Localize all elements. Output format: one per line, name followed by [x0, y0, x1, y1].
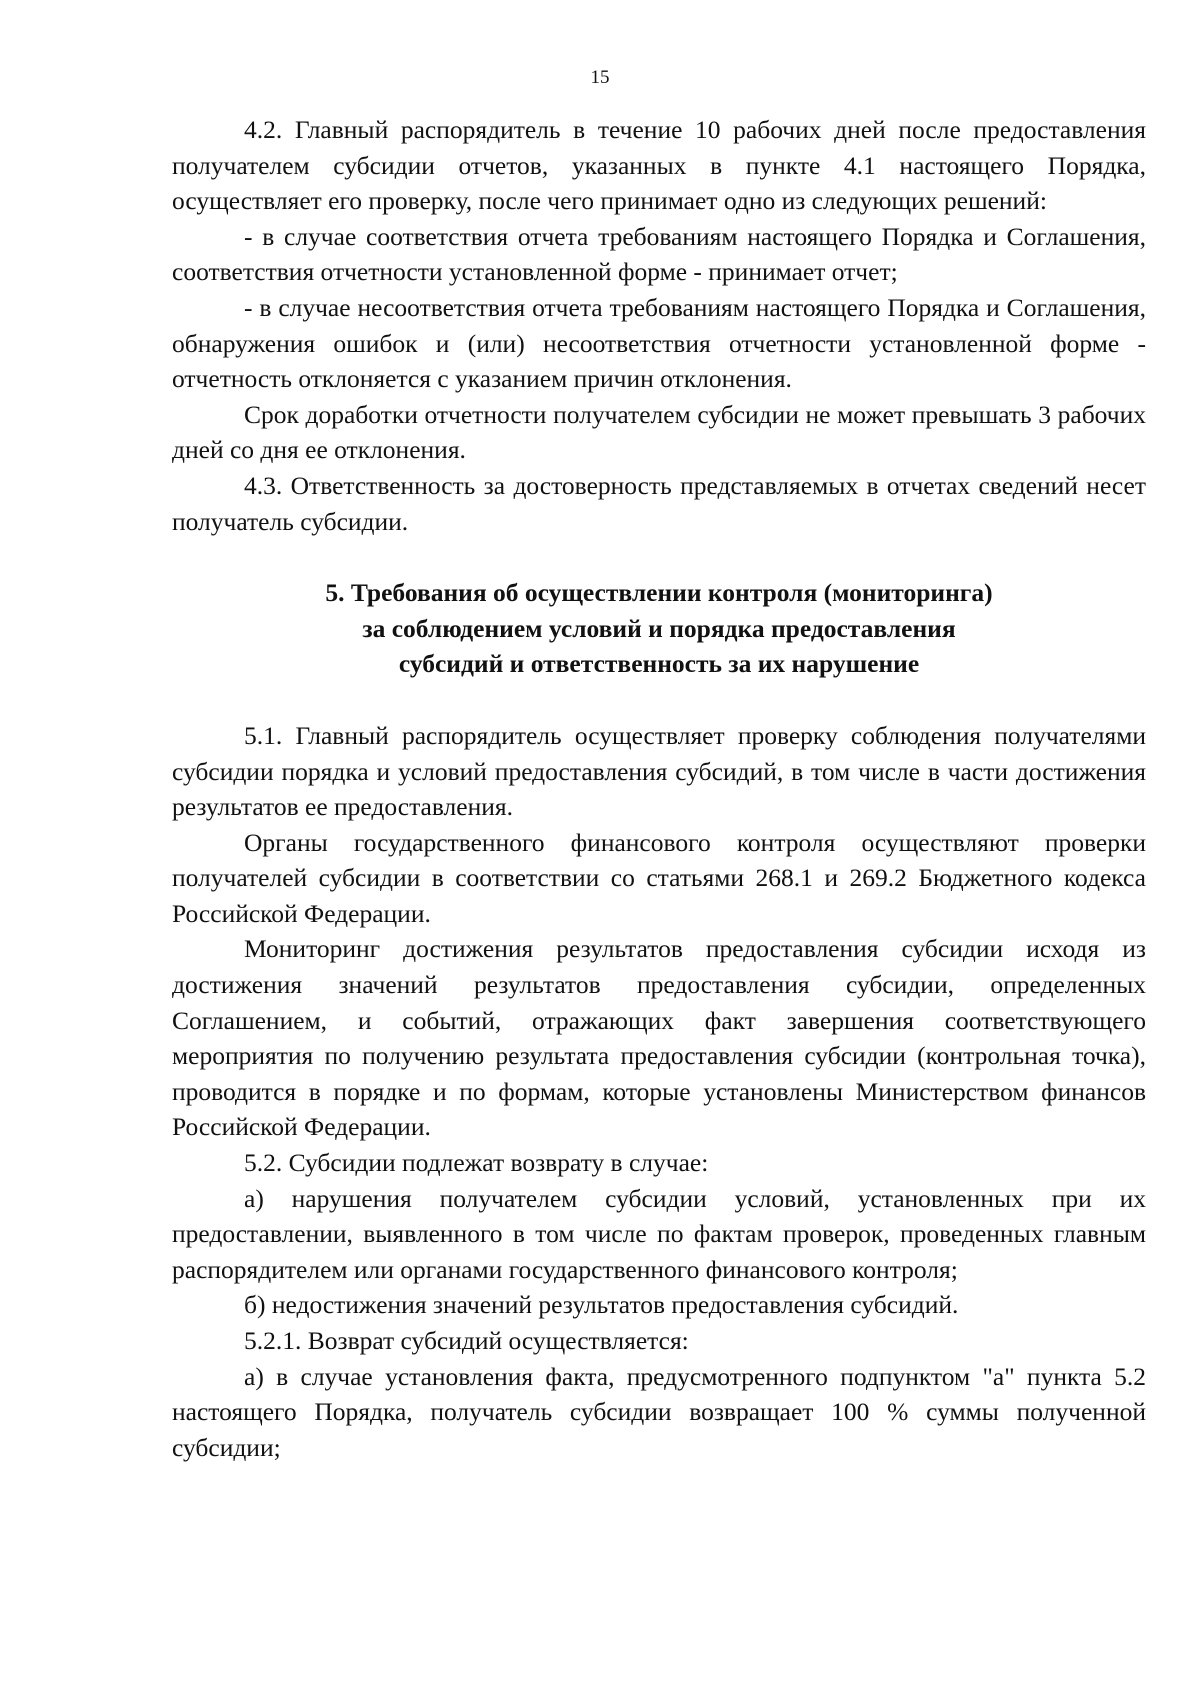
paragraph-5-2-1: 5.2.1. Возврат субсидий осуществляется:: [244, 1326, 689, 1355]
section-5-heading-line: субсидий и ответственность за их нарушение: [398, 649, 920, 679]
list-item-5-2-1-a: а) в случае установления факта, предусмотренного подпунктом "а" пункта 5.2 настоящего Порядка, получатель субсидии возвращает 100 % суммы полученной субсидии;: [172, 1361, 1146, 1462]
document-body: [172, 112, 1146, 1465]
list-item-5-2-b: б) недостижения значений результатов предоставления субсидий.: [244, 1290, 959, 1320]
paragraph-4-2: 4.2. Главный распорядитель в течение 10 рабочих дней после предоставления получателем субсидии отчетов, указанных в пункте 4.1 настоящего Порядка, осуществляет его проверку, после чего принимает одно из следующих решений:: [172, 115, 1146, 216]
list-item-reject-report: - в случае несоответствия отчета требованиям настоящего Порядка и Соглашения, обнаружения ошибок и (или) несоответствия отчетности установленной форме - отчетность отклоняется с указанием причин отклонения.: [172, 292, 1146, 394]
section-5-heading-line: за соблюдением условий и порядка предоставления: [362, 613, 956, 643]
section-5-heading-line: 5. Требования об осуществлении контроля (мониторинга): [325, 578, 993, 608]
list-item-accept-report: - в случае соответствия отчета требованиям настоящего Порядка и Соглашения, соответствия отчетности установленной форме - принимает отчет;: [172, 221, 1146, 287]
paragraph-revision-term: Срок доработки отчетности получателем субсидии не может превышать 3 рабочих дней со дня ее отклонения.: [172, 399, 1146, 465]
list-item-5-2-a: а) нарушения получателем субсидии условий, установленных при их предоставлении, выявленного в том числе по фактам проверок, проведенных главным распорядителем или органами государственного финансового контроля;: [172, 1183, 1146, 1284]
paragraph-4-3: 4.3. Ответственность за достоверность представляемых в отчетах сведений несет получатель субсидии.: [172, 470, 1146, 536]
paragraph-monitoring: Мониторинг достижения результатов предоставления субсидии исходя из достижения значений результатов предоставления субсидии, определенных Соглашением, и событий, отражающих факт завершения соответствующего мероприятия по получению результата предоставления субсидии (контрольная точка), проводится в порядке и по формам, которые установлены Министерством финансов Российской Федерации.: [172, 934, 1146, 1142]
section-5-heading: [172, 575, 1146, 682]
page-number: 15: [590, 67, 610, 88]
paragraph-5-1: 5.1. Главный распорядитель осуществляет проверку соблюдения получателями субсидии порядка и условий предоставления субсидий, в том числе в части достижения результатов ее предоставления.: [172, 720, 1146, 822]
paragraph-financial-control: Органы государственного финансового контроля осуществляют проверки получателей субсидии в соответствии со статьями 268.1 и 269.2 Бюджетного кодекса Российской Федерации.: [172, 827, 1146, 928]
paragraph-5-2: 5.2. Субсидии подлежат возврату в случае:: [244, 1148, 709, 1178]
